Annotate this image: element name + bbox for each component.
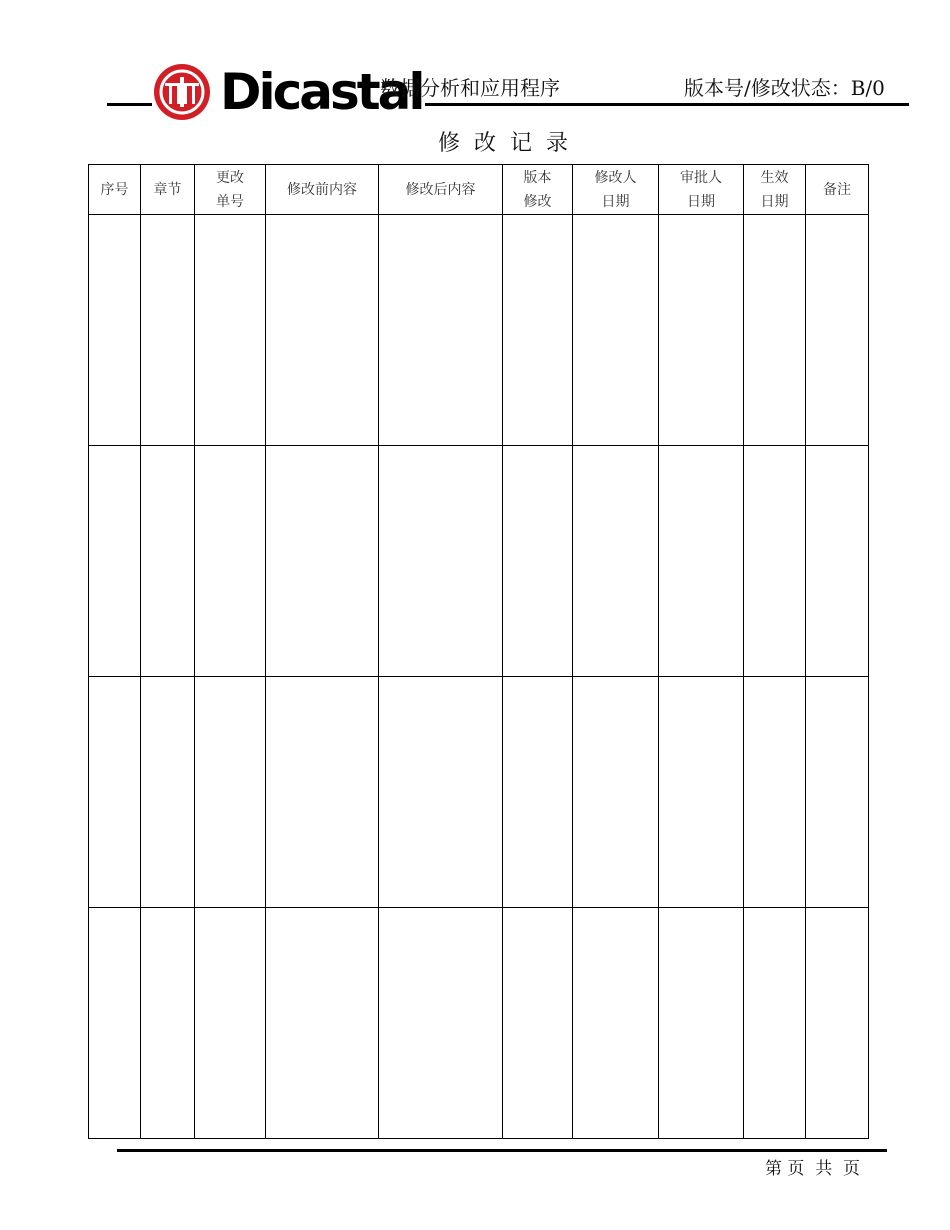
table-cell [659,908,744,1139]
table-cell [195,908,266,1139]
table-header-row [89,165,869,215]
table-cell [266,677,379,908]
table-cell [659,677,744,908]
table-cell [806,908,869,1139]
version-status: 版本号/修改状态：B/0 [684,76,885,100]
table-cell [195,446,266,677]
table-row [89,908,869,1139]
table-cell [266,446,379,677]
column-header [141,165,195,215]
citic-logo-icon [152,62,212,122]
table-cell [573,215,659,446]
table-cell [806,215,869,446]
table-cell [141,215,195,446]
table-cell [503,677,573,908]
column-header [379,165,503,215]
page-number: 第 页 共 页 [765,1159,861,1179]
table-cell [379,446,503,677]
table-cell [573,908,659,1139]
table-cell [806,677,869,908]
table-cell [659,215,744,446]
table-cell [266,908,379,1139]
column-header-line2: 日期 [601,193,630,210]
table-body [89,215,869,1139]
table-cell [659,446,744,677]
table-cell [744,908,806,1139]
column-header-line2: 修改 [523,193,552,210]
logo-wordmark: Dicastal [220,63,423,121]
column-header-line1: 备注 [823,181,851,198]
column-header [744,165,806,215]
column-header-line2: 日期 [687,193,715,210]
table-cell [744,446,806,677]
table-cell [266,215,379,446]
table-cell [379,908,503,1139]
column-header [659,165,744,215]
table-row [89,677,869,908]
table-row [89,446,869,677]
column-header [503,165,573,215]
table-cell [195,677,266,908]
table-cell [89,677,141,908]
table-cell [573,446,659,677]
table-row [89,215,869,446]
column-header [89,165,141,215]
table-cell [141,446,195,677]
table-cell [379,677,503,908]
table-cell [503,446,573,677]
column-header-line1: 生效 [760,169,789,186]
column-header [195,165,266,215]
table-cell [89,908,141,1139]
column-header-line1: 修改后内容 [405,181,476,198]
column-header [573,165,659,215]
table-cell [141,677,195,908]
page-heading: 修改记录 [437,131,582,156]
column-header [806,165,869,215]
table-cell [503,908,573,1139]
revision-record-table [88,164,869,1139]
column-header-line1: 修改人 [594,169,637,186]
table-cell [573,677,659,908]
footer-rule [117,1149,887,1152]
column-header-line2: 日期 [760,193,789,210]
column-header-line1: 序号 [100,181,129,198]
table-cell [744,215,806,446]
table-cell [744,677,806,908]
table-cell [806,446,869,677]
column-header-line1: 修改前内容 [287,181,357,198]
column-header-line1: 章节 [153,181,182,198]
column-header-line2: 单号 [216,193,244,210]
table-cell [503,215,573,446]
table-cell [141,908,195,1139]
table-cell [89,446,141,677]
column-header [266,165,379,215]
table-cell [89,215,141,446]
table-cell [195,215,266,446]
document-title: 数据分析和应用程序 [380,76,560,100]
column-header-line1: 更改 [216,169,244,186]
column-header-line1: 审批人 [680,169,722,186]
column-header-line1: 版本 [523,169,552,186]
table-cell [379,215,503,446]
